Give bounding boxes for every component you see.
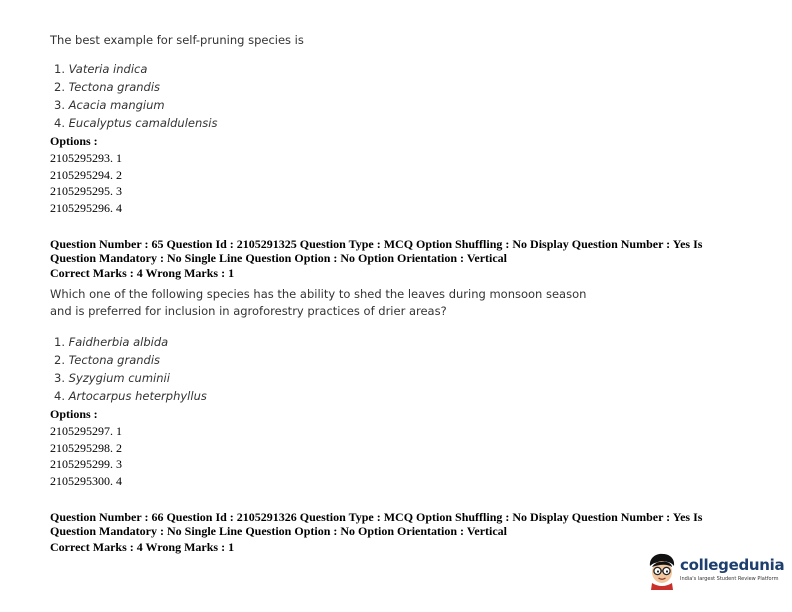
q64-options-label: Options :	[50, 134, 98, 148]
q66-marks: Correct Marks : 4 Wrong Marks : 1	[50, 540, 235, 554]
q65-option-id-2: 2105295298. 2	[50, 441, 122, 455]
q65-option-id-4: 2105295300. 4	[50, 474, 122, 488]
q65-stem-line1: Which one of the following species has the ability to shed the leaves during monsoon season	[50, 287, 587, 301]
collegedunia-logo	[646, 552, 786, 592]
brand-name: collegedunia	[680, 556, 785, 574]
q65-stem-line2: and is preferred for inclusion in agroforestry practices of drier areas?	[50, 304, 447, 318]
q65-option-id-3: 2105295299. 3	[50, 457, 122, 471]
q64-option-id-2: 2105295294. 2	[50, 168, 122, 182]
q66-header-line1: Question Number : 66 Question Id : 2105291326 Question Type : MCQ Option Shuffling : No Display Question Number : Yes Is	[50, 510, 703, 524]
q64-choice-3	[54, 98, 165, 112]
choice-number: 1.	[54, 335, 65, 349]
q65-choice-2	[54, 353, 160, 367]
choice-text: Syzygium cuminii	[68, 371, 170, 385]
q64-option-id-4: 2105295296. 4	[50, 201, 122, 215]
choice-text: Vateria indica	[68, 62, 148, 76]
choice-number: 4.	[54, 389, 65, 403]
choice-text: Faidherbia albida	[68, 335, 169, 349]
choice-text: Acacia mangium	[68, 98, 165, 112]
q65-choice-1	[54, 335, 168, 349]
choice-text: Artocarpus heterphyllus	[68, 389, 207, 403]
choice-number: 3.	[54, 371, 65, 385]
choice-text: Tectona grandis	[68, 80, 161, 94]
q64-option-id-3: 2105295295. 3	[50, 184, 122, 198]
q64-choice-2	[54, 80, 160, 94]
choice-number: 4.	[54, 116, 65, 130]
q64-choice-1	[54, 62, 147, 76]
choice-number: 2.	[54, 353, 65, 367]
q66-header-line2: Question Mandatory : No Single Line Question Option : No Option Orientation : Vertical	[50, 524, 508, 538]
q65-header-line2: Question Mandatory : No Single Line Question Option : No Option Orientation : Vertical	[50, 251, 508, 265]
q65-choice-4	[54, 389, 207, 403]
choice-text: Eucalyptus camaldulensis	[68, 116, 218, 130]
q64-stem: The best example for self-pruning species is	[50, 33, 304, 47]
q65-marks: Correct Marks : 4 Wrong Marks : 1	[50, 266, 235, 280]
choice-number: 2.	[54, 80, 65, 94]
q64-choice-4	[54, 116, 217, 130]
student-mascot-icon	[646, 552, 678, 590]
brand-tagline: India's largest Student Review Platform	[680, 576, 779, 582]
choice-number: 1.	[54, 62, 65, 76]
q64-option-id-1: 2105295293. 1	[50, 151, 122, 165]
choice-text: Tectona grandis	[68, 353, 161, 367]
q65-option-id-1: 2105295297. 1	[50, 424, 122, 438]
choice-number: 3.	[54, 98, 65, 112]
q65-options-label: Options :	[50, 407, 98, 421]
q65-header-line1: Question Number : 65 Question Id : 2105291325 Question Type : MCQ Option Shuffling : No Display Question Number : Yes Is	[50, 237, 703, 251]
q65-choice-3	[54, 371, 170, 385]
